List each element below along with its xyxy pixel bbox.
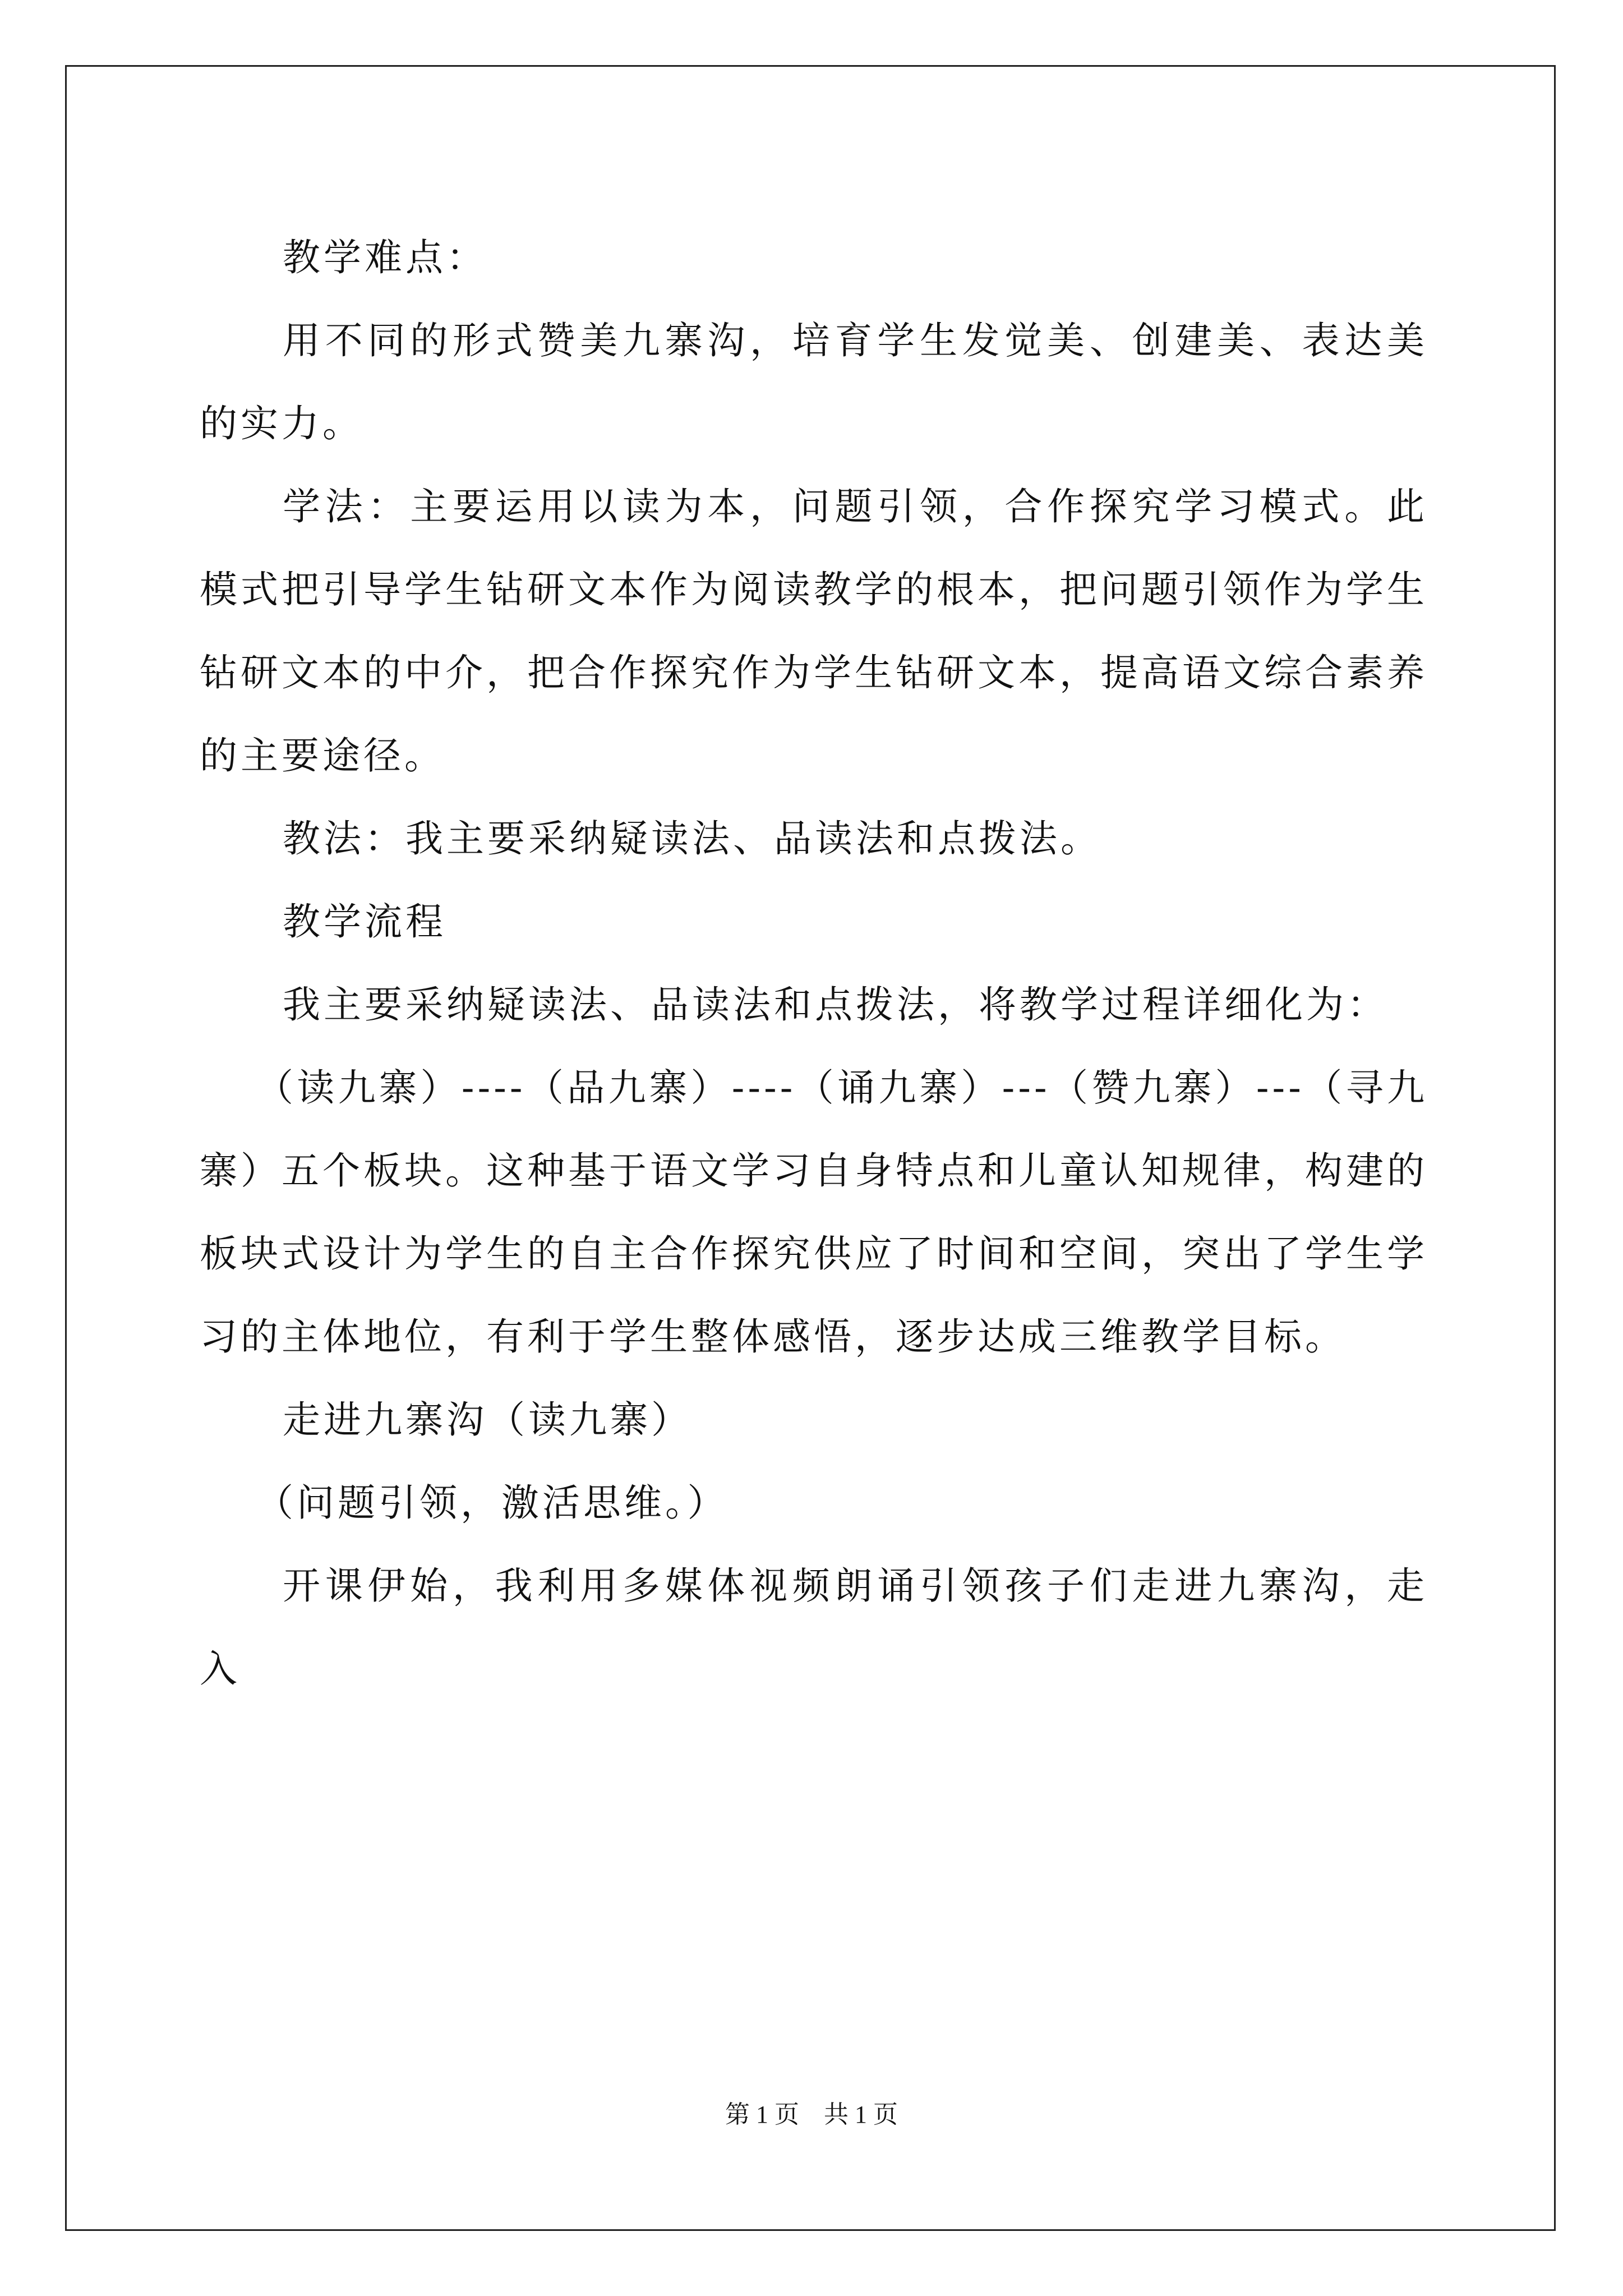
- paragraph-section-read-heading: 走进九寨沟（读九寨）: [283, 1398, 692, 1442]
- paragraph-learning-method: 学法：主要运用以读为本，问题引领，合作探究学习模式。此模式把引导学生钻研文本作为阅读教学的根本，把问题引领作为学生钻研文本的中介，把合作探究作为学生钻研文本，提高语文综合素养的主要途径。: [200, 485, 1428, 777]
- document-body: [200, 216, 1428, 1710]
- paragraph-teaching-process-heading: 教学流程: [283, 900, 446, 944]
- paragraph-teaching-difficulty: 用不同的形式赞美九寨沟，培育学生发觉美、创建美、表达美的实力。: [200, 319, 1428, 445]
- paragraph-question-guide: （问题引领，激活思维。）: [256, 1481, 728, 1525]
- paragraph-teaching-method: 教法：我主要采纳疑读法、品读法和点拨法。: [283, 817, 1101, 861]
- paragraph-five-sections: （读九寨）----（品九寨）----（诵九寨）---（赞九寨）---（寻九寨）五个板块。这种基于语文学习自身特点和儿童认知规律，构建的板块式设计为学生的自主合作探究供应了时间和空间，突出了学生学习的主体地位，有利于学生整体感悟，逐步达成三维教学目标。: [200, 1066, 1428, 1359]
- paragraph-process-intro: 我主要采纳疑读法、品读法和点拨法，将教学过程详细化为：: [283, 983, 1388, 1027]
- paragraph-class-opening: 开课伊始，我利用多媒体视频朗诵引领孩子们走进九寨沟，走入: [200, 1564, 1428, 1691]
- paragraph-teaching-difficulty-heading: 教学难点：: [283, 236, 487, 279]
- page-number-footer: 第 1 页 共 1 页: [725, 2101, 898, 2128]
